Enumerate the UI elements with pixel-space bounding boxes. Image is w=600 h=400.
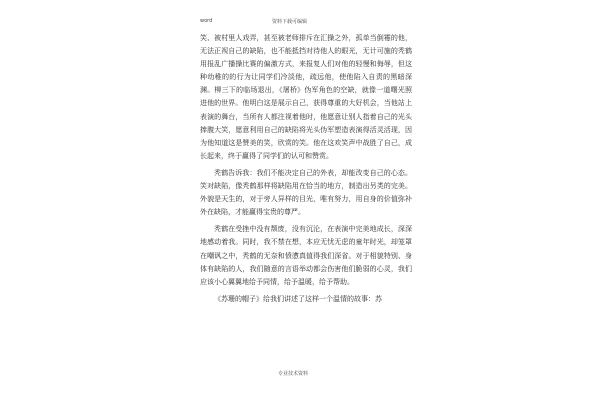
header-center-label: 资料下载可编辑 [272,19,308,25]
paragraph: 秃鹤在受挫中没有颓废，没有沉沦，在表演中完美地成长，深深地感动着我。同时，我不禁在想，本应无忧无虑的童年时光，却笼罩在嘲讽之中，秃鹤的无奈和愤懑真值得我们深省。对于相貌特别、身体有缺陷的人，我们随意的言语举动都会伤害他们脆弱的心灵，我们应该小心翼翼地给予同情，给予温暖，给予帮助。 [200,225,412,286]
paragraph: 秃鹤告诉我：我们不能决定自己的外表，却能改变自己的心态。笑对缺陷，像秃鹤那样将缺陷用在恰当的地方，制造出另类的完美。外貌是天生的，对于旁人异样的目光，唯有努力，用自身的价值弥补外在缺陷，才能赢得宝贵的尊严。 [200,168,412,217]
header-left-label: word [200,18,213,24]
footer-label: 专业技术资料 [278,371,309,377]
document-body [200,32,412,310]
paragraph: 《苏珊的帽子》给我们讲述了这样一个温情的故事：苏 [214,294,382,303]
paragraph: 笑、被村里人戏弄，甚至被老师排斥在汇操之外，孤单当倒霉的他，无法正视自己的缺陷，也不能抵挡对待他人的眼光，无计可施的秃鹤用报乱广播操比赛的偏激方式，来报复人们对他的轻慢和侮辱，但这种幼稚的的行为让同学们冷淡他，疏远他，使他陷入自责的黑暗深渊。柳三下的临场退出，《屠桥》伪军角色的空缺，就像一道曙光照进他的世界。他明白这是展示自己，获得尊重的大好机会，当他站上表演的舞台，当所有人都注视着他时，他愿意让别人指着自己的光头捧腹大笑，愿意利用自己的缺陷将光头伪军塑造表演得活灵活现，因为他知道这是赞美的笑，欣赏的笑。他在这欢笑声中战胜了自己，成长起来，终于赢得了同学们的认可和赞赏。 [200,34,412,160]
